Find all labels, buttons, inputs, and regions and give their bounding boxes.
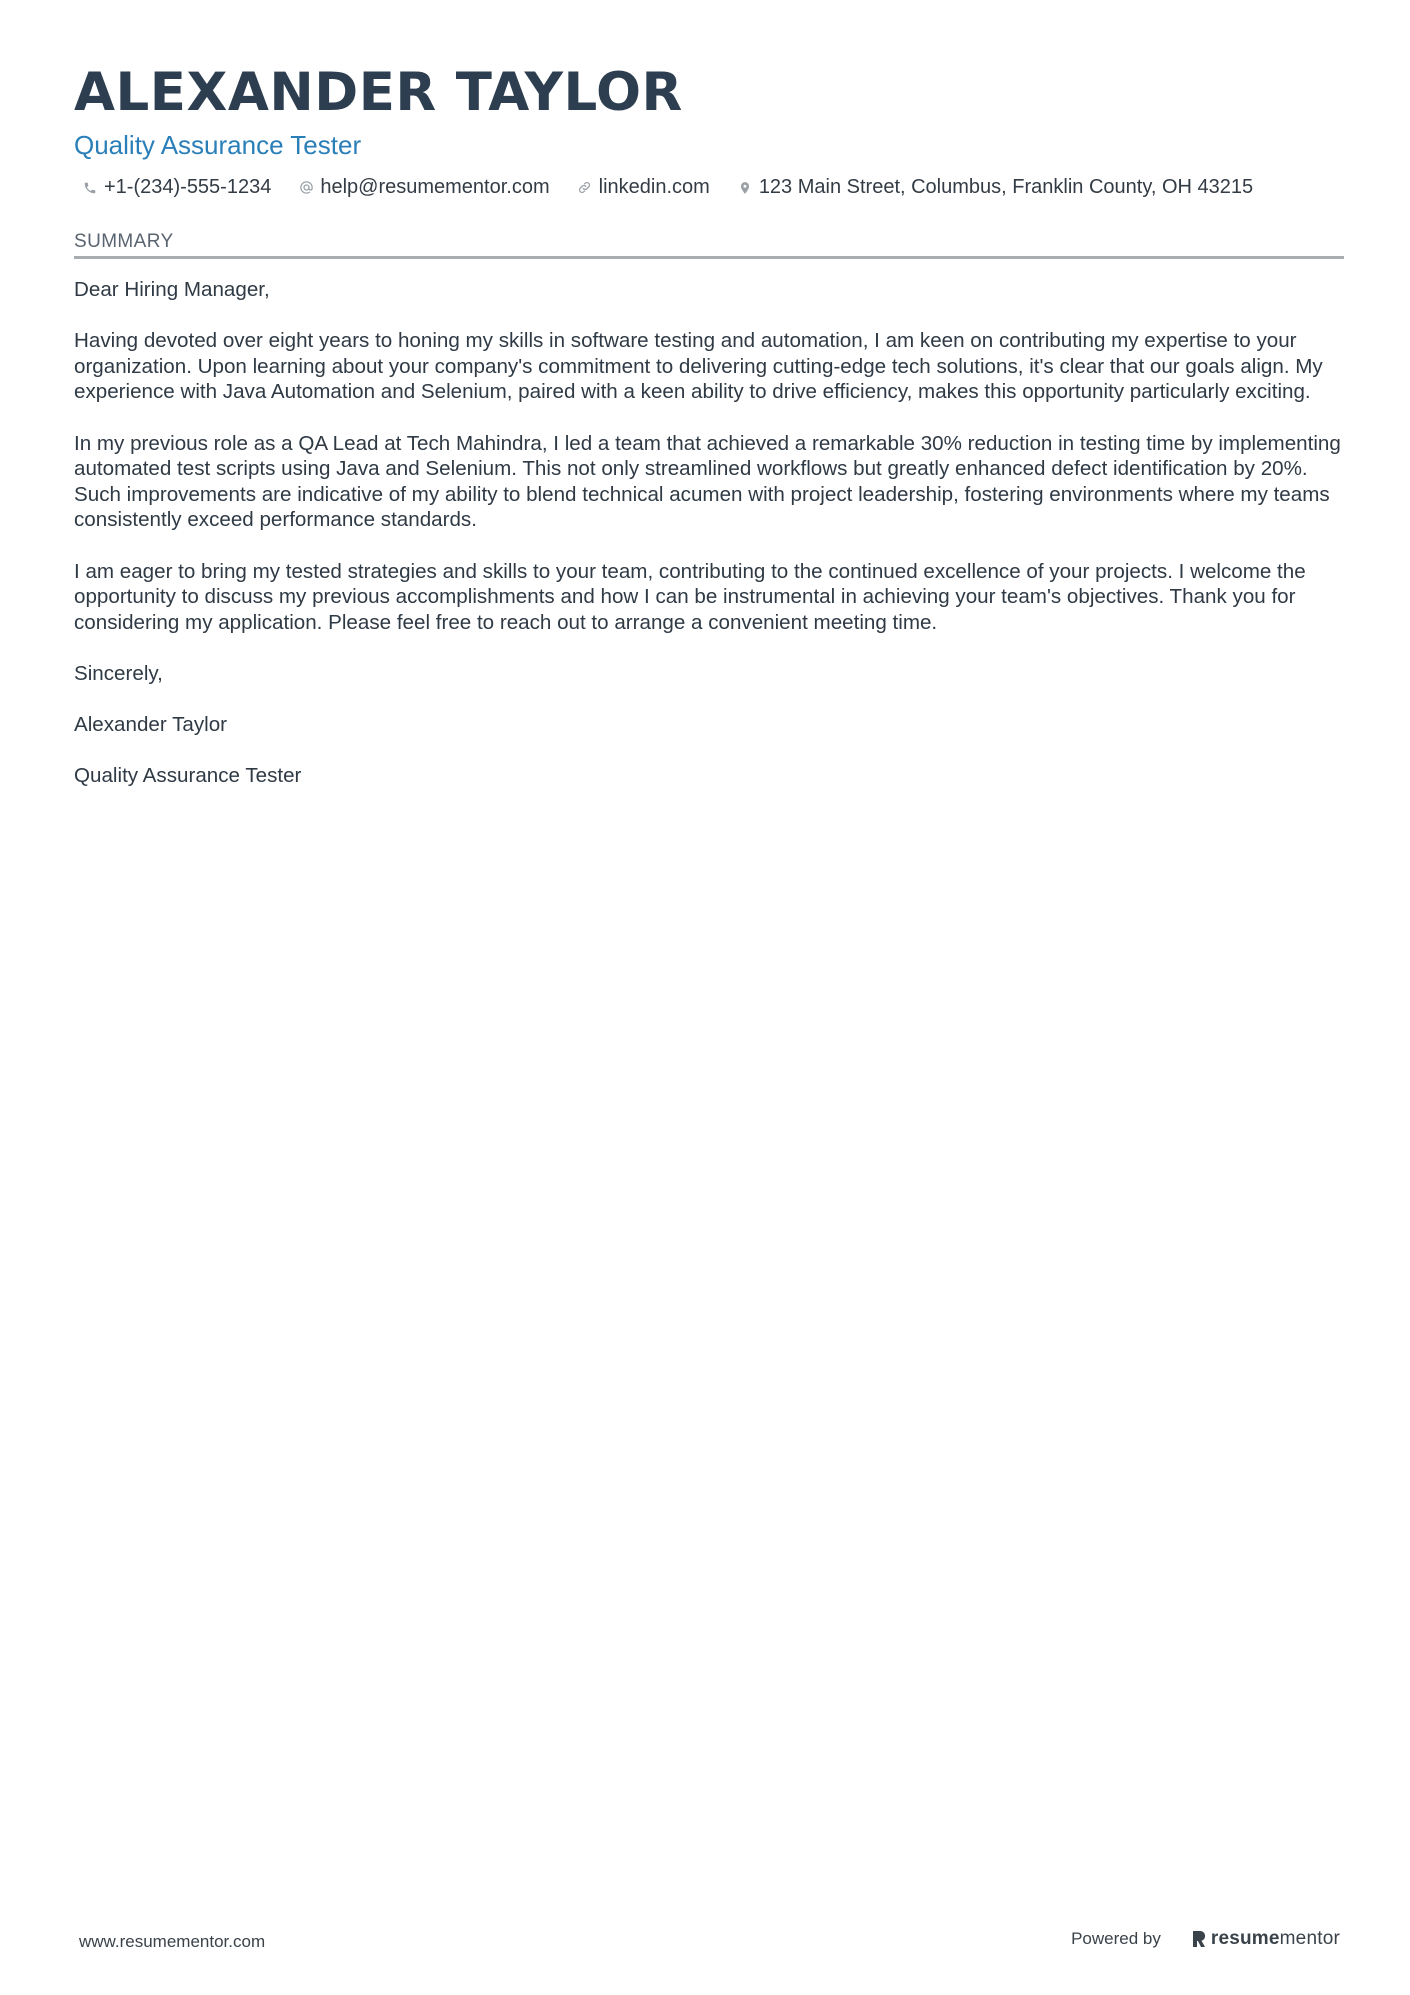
- email-text[interactable]: help@resumementor.com: [320, 176, 550, 198]
- section-divider: [74, 256, 1344, 259]
- phone-text: +1-(234)-555-1234: [104, 176, 272, 198]
- section-heading-summary: SUMMARY: [74, 231, 174, 252]
- letter-body: [74, 277, 1344, 789]
- cover-letter-page: [74, 58, 1344, 814]
- link-icon: [577, 180, 593, 196]
- closing: Sincerely,: [74, 661, 163, 685]
- salutation: Dear Hiring Manager,: [74, 278, 270, 301]
- phone-icon: [82, 180, 98, 196]
- resumementor-logo[interactable]: [1191, 1928, 1340, 1950]
- brand-wordmark-light: mentor: [1279, 1928, 1340, 1949]
- address-text: 123 Main Street, Columbus, Franklin County, OH 43215: [758, 176, 1254, 198]
- logo-mark-icon: [1191, 1929, 1207, 1949]
- letter-paragraph: Having devoted over eight years to honing my skills in software testing and automation, I am keen on contributing my expertise to your organization. Upon learning about your company's commitment to delivering cutting-edge tech solutions, it's clear that our goals align. My experience with Java Automation and Selenium, paired with a keen ability to drive efficiency, makes this opportunity particularly exciting.: [74, 329, 1323, 404]
- contact-website[interactable]: [577, 176, 710, 199]
- brand-wordmark: [1211, 1928, 1340, 1950]
- job-title: Quality Assurance Tester: [74, 130, 362, 160]
- footer-website[interactable]: www.resumementor.com: [79, 1932, 266, 1951]
- location-pin-icon: [737, 180, 753, 196]
- website-text[interactable]: linkedin.com: [598, 176, 710, 198]
- contact-email[interactable]: [298, 176, 549, 199]
- letter-paragraph: In my previous role as a QA Lead at Tech Mahindra, I led a team that achieved a remarkable 30% reduction in testing time by implementing automated test scripts using Java and Selenium. This not only streamlined workflows but greatly enhanced defect identification by 20%. Such improvements are indicative of my ability to blend technical acumen with project leadership, fostering environments where my teams consistently exceed performance standards.: [74, 431, 1341, 532]
- at-icon: [298, 180, 314, 196]
- applicant-name: ALEXANDER TAYLOR: [74, 62, 683, 123]
- brand-wordmark-bold: resume: [1210, 1928, 1280, 1949]
- signature-title: Quality Assurance Tester: [74, 764, 302, 788]
- powered-by-label: Powered by: [1071, 1929, 1161, 1948]
- contact-phone: [82, 176, 271, 199]
- footer-branding: [1071, 1928, 1340, 1950]
- contact-address: [737, 176, 1253, 199]
- signature-name: Alexander Taylor: [74, 713, 228, 737]
- contact-bar: [74, 176, 1344, 199]
- letter-paragraph: I am eager to bring my tested strategies and skills to your team, contributing to the continued excellence of your projects. I welcome the opportunity to discuss my previous accomplishments and how I can be instrumental in achieving your team's objectives. Thank you for considering my application. Please feel free to reach out to arrange a convenient meeting time.: [74, 559, 1306, 634]
